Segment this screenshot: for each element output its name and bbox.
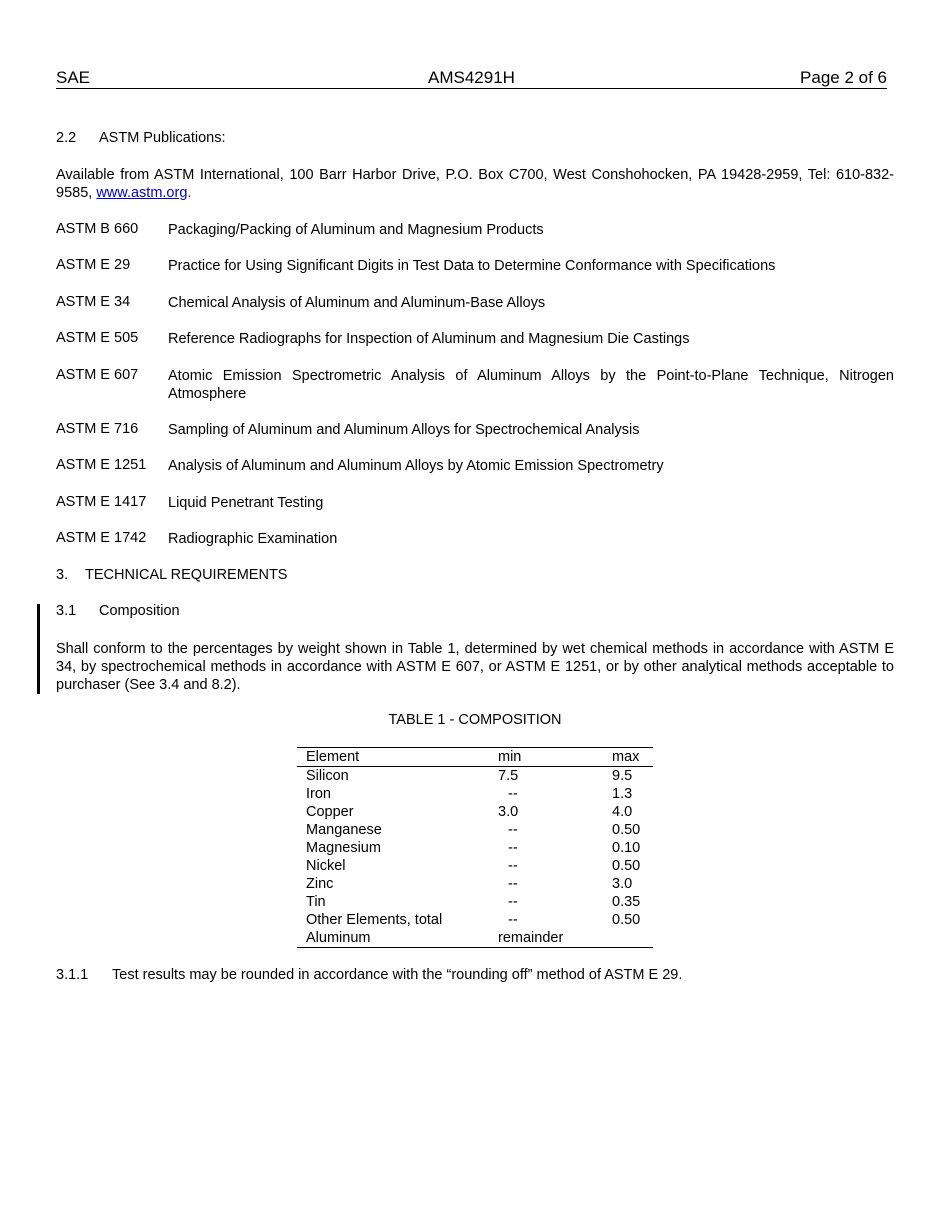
section-3-1-number: 3.1 [56,603,77,619]
table-caption: TABLE 1 - COMPOSITION [388,712,562,728]
availability-paragraph [56,166,894,202]
element-cell: Other Elements, total [306,912,443,928]
element-cell: Nickel [306,858,346,874]
page-header [56,68,887,89]
min-cell: -- [508,876,518,892]
max-cell [612,929,653,948]
max-cell: 0.50 [612,822,641,838]
element-cell: Silicon [306,768,349,784]
max-cell: 0.35 [612,894,641,910]
table-row [297,857,653,875]
composition-table [297,747,653,948]
reference-code: ASTM E 34 [56,294,131,310]
table-row [297,929,653,948]
reference-code: ASTM E 1417 [56,494,147,510]
composition-paragraph: Shall conform to the percentages by weight shown in Table 1, determined by wet chemical methods in accordance with ASTM E 34, by spectrochemical methods in accordance with ASTM E 607, or ASTM E 1251, or by other analytical methods acceptable to purchaser (See 3.4 and 8.2). [56,641,894,693]
section-2-2-title: ASTM Publications: [99,130,226,146]
min-cell: remainder [498,930,564,946]
min-cell: -- [508,822,518,838]
max-cell: 9.5 [612,768,633,784]
table-row [297,893,653,911]
reference-code: ASTM E 1251 [56,457,147,473]
section-3-1-title: Composition [99,603,180,619]
section-3-title: TECHNICAL REQUIREMENTS [85,567,288,583]
table-row [297,803,653,821]
element-cell: Magnesium [306,840,381,856]
astm-website-link[interactable]: www.astm.org [96,185,188,201]
reference-code: ASTM E 607 [56,367,139,383]
section-3-1-1-text: Test results may be rounded in accordance with the “rounding off” method of ASTM E 29. [112,967,683,983]
reference-code: ASTM E 29 [56,257,131,273]
min-cell: -- [508,786,518,802]
column-header-min: min [498,748,612,767]
reference-title: Radiographic Examination [168,531,338,547]
reference-title: Analysis of Aluminum and Aluminum Alloys by Atomic Emission Spectrometry [168,458,664,474]
revision-change-bar [37,604,40,694]
table-row [297,911,653,929]
reference-code: ASTM E 716 [56,421,139,437]
max-cell: 3.0 [612,876,633,892]
table-row [297,821,653,839]
reference-title: Practice for Using Significant Digits in Test Data to Determine Conformance with Specifications [168,258,776,274]
reference-code: ASTM B 660 [56,221,139,237]
section-3-number: 3. [56,567,69,583]
element-cell: Zinc [306,876,334,892]
max-cell: 0.10 [612,840,641,856]
max-cell: 0.50 [612,858,641,874]
element-cell: Tin [306,894,326,910]
table-row [297,875,653,893]
reference-title: Liquid Penetrant Testing [168,495,324,511]
header-doc-number: AMS4291H [428,68,515,87]
table-row [297,839,653,857]
min-cell: 7.5 [498,768,519,784]
element-cell: Aluminum [306,930,371,946]
min-cell: -- [508,840,518,856]
max-cell: 1.3 [612,786,633,802]
reference-title: Reference Radiographs for Inspection of Aluminum and Magnesium Die Castings [168,331,690,347]
reference-code: ASTM E 1742 [56,530,147,546]
table-row [297,785,653,803]
column-header-max: max [612,748,653,767]
max-cell: 0.50 [612,912,641,928]
min-cell: -- [508,912,518,928]
element-cell: Iron [306,786,331,802]
min-cell: -- [508,894,518,910]
reference-title: Atomic Emission Spectrometric Analysis of Aluminum Alloys by the Point-to-Plane Technique, Nitrogen Atmosphere [168,368,894,402]
availability-end: . [187,185,192,201]
header-page-number: Page 2 of 6 [800,68,887,87]
header-org: SAE [56,68,91,87]
element-cell: Manganese [306,822,382,838]
reference-title: Packaging/Packing of Aluminum and Magnesium Products [168,222,544,238]
table-header-row [297,748,653,767]
section-3-1-1-number: 3.1.1 [56,967,89,983]
min-cell: -- [508,858,518,874]
reference-title: Sampling of Aluminum and Aluminum Alloys for Spectrochemical Analysis [168,422,640,438]
max-cell: 4.0 [612,804,633,820]
availability-text: Available from ASTM International, 100 Barr Harbor Drive, P.O. Box C700, West Conshohocken, PA 19428-2959, Tel: 610-832-9585, [56,167,894,201]
element-cell: Copper [306,804,354,820]
reference-title: Chemical Analysis of Aluminum and Aluminum-Base Alloys [168,295,546,311]
column-header-element: Element [297,748,498,767]
min-cell: 3.0 [498,804,519,820]
reference-code: ASTM E 505 [56,330,139,346]
section-2-2-number: 2.2 [56,130,77,146]
table-row [297,767,653,786]
